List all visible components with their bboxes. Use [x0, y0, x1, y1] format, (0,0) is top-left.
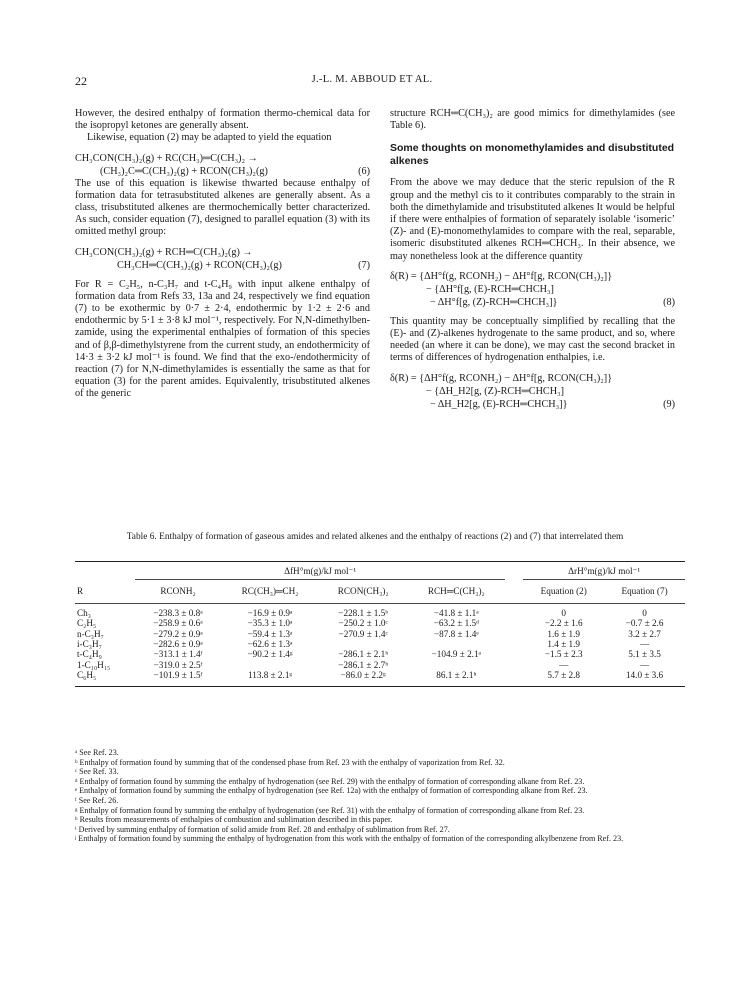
table-cell: −2.2 ± 1.6	[544, 618, 583, 629]
table-cell: 3.2 ± 2.7	[628, 628, 661, 639]
table-row	[75, 618, 685, 628]
table-cell: −41.8 ± 1.1ᵃ	[433, 607, 479, 618]
row-label: C₆H₅	[77, 670, 97, 681]
equation-line: δ(R) = {ΔH°f(g, RCONH₂) − ΔH°f[g, RCON(CH₃)₂]}	[390, 372, 613, 384]
table-cell: —	[639, 659, 650, 670]
table-header-spacer	[75, 562, 135, 580]
table-cell: 5.7 ± 2.8	[547, 670, 581, 681]
table-cell: −63.2 ± 1.5ᵈ	[433, 618, 479, 629]
table-row	[75, 639, 685, 649]
left-column	[75, 108, 370, 401]
equation-line: CH₃CON(CH₃)₂(g) + RC(CH₃)═C(CH₃)₂ →	[75, 152, 258, 164]
column-header: Equation (7)	[621, 586, 668, 597]
equation-8	[390, 270, 675, 309]
equation-number: (6)	[358, 165, 370, 177]
table-spacer	[505, 670, 523, 686]
column-header: RC(CH₃)═CH₂	[241, 586, 299, 597]
footnote: ᵇ Enthalpy of formation found by summing that of the condensed phase from Ref. 23 with the enthalpy of vaporization from Ref. 32.	[75, 757, 505, 767]
table-row	[75, 649, 685, 659]
footnote: ᵍ Enthalpy of formation found by summing the enthalpy of hydrogenation (see Ref. 31) with the enthalpy of formation of corresponding alkane from Ref. 23.	[75, 805, 585, 815]
column-header: Equation (2)	[540, 586, 587, 597]
table-cell: −1.5 ± 2.3	[544, 649, 583, 660]
table-cell: −286.1 ± 2.7ʰ	[338, 659, 389, 670]
table-cell: −313.1 ± 1.4ᶠ	[153, 649, 203, 660]
column-header: RCH═C(CH₃)₂	[427, 586, 485, 597]
row-label: n-C₃H₇	[77, 628, 104, 639]
equation-line: − {ΔH_H2[g, (Z)-RCH═CHCH₃]	[426, 385, 565, 397]
table-row	[75, 629, 685, 639]
table-header-spacer	[505, 562, 523, 580]
table-cell: 0	[561, 607, 567, 618]
page-number: 22	[75, 74, 87, 88]
table-cell: —	[639, 639, 650, 650]
table-cell: −238.3 ± 0.8ᵃ	[153, 607, 203, 618]
paragraph: Likewise, equation (2) may be adapted to yield the equation	[87, 132, 332, 144]
table-footnotes	[75, 748, 675, 844]
table-caption: Table 6. Enthalpy of formation of gaseous amides and related alkenes and the enthalpy of reactions (2) and (7) that interrelated them	[126, 532, 624, 542]
equation-number: (7)	[358, 259, 370, 271]
table-cell: 1.4 ± 1.9	[547, 639, 581, 650]
table-spacer	[505, 660, 523, 670]
table-cell: −86.0 ± 2.2ᵍ	[340, 670, 386, 681]
column-header: RCON(CH₃)₂	[337, 586, 389, 597]
column-header: R	[77, 586, 84, 597]
equation-6	[75, 152, 370, 178]
equation-line: CH₃CH═C(CH₃)₂(g) + RCON(CH₃)₂(g)	[117, 259, 282, 271]
table-header-row	[75, 580, 685, 603]
footnote: ʰ Results from measurements of enthalpies of combustion and sublimation described in this paper.	[75, 815, 393, 825]
footnote: ᶠ See Ref. 26.	[75, 795, 119, 805]
equation-number: (9)	[663, 398, 675, 410]
equation-line: − ΔH_H2[g, (E)-RCH═CHCH₃]}	[430, 398, 568, 410]
table-cell	[319, 639, 407, 649]
equation-line: δ(R) = {ΔH°f(g, RCONH₂) − ΔH°f[g, RCON(CH₃)₂]}	[390, 270, 613, 282]
footnote: ᵉ Enthalpy of formation found by summing the enthalpy of hydrogenation (see Ref. 12a) with the enthalpy of formation of corresponding alkane from Ref. 23.	[75, 786, 588, 796]
table-cell: −90.2 ± 1.4ᵍ	[247, 649, 293, 660]
table-cell: −0.7 ± 2.6	[625, 618, 664, 629]
equation-number: (8)	[663, 296, 675, 308]
table-cell	[221, 660, 319, 670]
table-cell: −35.3 ± 1.0ᵃ	[247, 618, 293, 629]
paragraph: From the above we may deduce that the steric repulsion of the R group and the methyl cis to it contributes comparably to the strain in both the dimethylamide and trisubstituted alkenes It would be helpful if there were enthalpies of formation of separately isolable ‘isomeric’ (Z)- and (E)-monomethylamides to compare with the real, separable, isomeric disubstituted alkenes RCH═CHCH₃. In their absence, we may nonetheless look at the difference quantity	[390, 177, 675, 262]
footnote: ʲ Enthalpy of formation found by summing the enthalpy of hydrogenation from this work with the enthalpy of formation of the corresponding alkylbenzene from Ref. 23.	[75, 834, 624, 844]
equation-line: CH₃CON(CH₃)₂(g) + RCH═C(CH₃)₂(g) →	[75, 246, 253, 258]
table-cell: 0	[642, 607, 647, 618]
equation-line: (CH₃)₂C═C(CH₃)₂(g) + RCON(CH₃)₂(g)	[100, 165, 268, 177]
data-table	[75, 561, 685, 687]
table-spacer	[505, 603, 523, 618]
table-row	[75, 670, 685, 686]
section-title: Some thoughts on monomethylamides and disubstituted alkenes	[390, 142, 675, 167]
table-header-spacer	[505, 580, 523, 603]
footnote: ᵈ Enthalpy of formation found by summing the enthalpy of hydrogenation (see Ref. 29) with the enthalpy of formation of corresponding alkane from Ref. 23.	[75, 776, 585, 786]
table-cell: 86.1 ± 2.1ʰ	[436, 670, 477, 681]
paragraph: structure RCH═C(CH₃)₂ are good mimics for dimethylamides (see Table 6).	[390, 108, 675, 132]
paragraph: This quantity may be conceptually simplified by recalling that the (E)- and (Z)-alkenes hydrogenate to the same product, and so, where needed (an where it can be done), we may cast the second bracket in terms of differences of hydrogenation enthalpies, i.e.	[390, 315, 675, 364]
table-cell: −101.9 ± 1.5ᶠ	[153, 670, 203, 681]
running-head: J.-L. M. ABBOUD ET AL.	[311, 74, 433, 85]
table-spacer	[505, 649, 523, 659]
row-label: C₂H₅	[77, 618, 97, 629]
footnote: ᵃ See Ref. 23.	[75, 748, 119, 757]
table-cell: 14.0 ± 3.6	[625, 670, 664, 681]
footnote: ⁱ Derived by summing enthalpy of formation of solid amide from Ref. 28 and enthalpy of sublimation from Ref. 27.	[75, 824, 450, 834]
equation-9	[390, 372, 675, 411]
table-cell	[407, 660, 505, 670]
table-cell: −258.9 ± 0.6ᵃ	[153, 618, 203, 629]
table-cell: −62.6 ± 1.3ᵃ	[247, 639, 293, 650]
table-cell: −250.2 ± 1.0ᶜ	[338, 618, 388, 629]
table-cell: −59.4 ± 1.3ᵃ	[247, 628, 293, 639]
row-label: t-C₄H₉	[77, 649, 102, 660]
table-cell: −104.9 ± 2.1ᵃ	[431, 649, 482, 660]
table-cell: —	[559, 659, 569, 670]
equation-7	[75, 246, 370, 272]
table-cell: −286.1 ± 2.1ʰ	[338, 649, 389, 660]
table-spacer	[505, 639, 523, 649]
row-label: Ch₃	[77, 607, 91, 618]
table-cell: −228.1 ± 1.5ᵇ	[338, 607, 389, 618]
column-group-formation: ΔfH°m(g)/kJ mol⁻¹	[135, 562, 505, 580]
table-cell: 113.8 ± 2.1ᵍ	[247, 670, 293, 681]
right-column	[390, 108, 675, 411]
paragraph: For R = C₂H₅, n-C₃H₇ and t-C₄H₉ with input alkene enthalpy of formation data from Refs 33, 13a and 24, respectively we find equation (7) to be exothermic by 0·7 ± 2·4, endothermic by 1·2 ± 2·6 and endothermic by 5·1 ± 3·8 kJ mol⁻¹, respectively. For N,N-dimethylben-zamide, using the experimental enthalpies of formation of this species and of β,β-dimethylstyrene from the current study, an endothermicity of 14·3 ± 3·2 kJ mol⁻¹ is found. We find that the exo-/endothermicity of reaction (7) for N,N-dimethylamides is essentially the same as that for equation (3) for the parent amides. Equivalently, trisubstituted alkenes of the generic	[75, 278, 370, 400]
table-spacer	[505, 629, 523, 639]
table-cell: −319.0 ± 2.5ᶠ	[153, 659, 203, 670]
table-cell: 1.6 ± 1.9	[547, 628, 581, 639]
table-row	[75, 603, 685, 618]
table-cell: 5.1 ± 3.5	[628, 649, 661, 660]
table-row	[75, 660, 685, 670]
footnote: ᶜ See Ref. 33.	[75, 767, 119, 777]
paragraph: However, the desired enthalpy of formation thermo-chemical data for the isopropyl ketones are generally absent.	[75, 108, 370, 132]
table-spacer	[505, 618, 523, 628]
table-cell: −270.9 ± 1.4ᶜ	[338, 628, 388, 639]
equation-line: − ΔH°f[g, (Z)-RCH═CHCH₃]}	[430, 296, 558, 308]
paragraph: The use of this equation is likewise thwarted because enthalpy of formation data for tetrasubstituted alkenes are generally absent. As a class, trisubstituted alkenes are thermochemically better characterized. As such, consider equation (7), designed to parallel equation (3) with its omitted methyl group:	[75, 177, 370, 238]
row-label: i-C₃H₇	[77, 639, 102, 650]
column-group-reaction: ΔrH°m(g)/kJ mol⁻¹	[523, 562, 685, 580]
column-header: RCONH₂	[160, 586, 196, 597]
table-cell: −282.6 ± 0.9ᵃ	[153, 639, 203, 650]
table-cell	[407, 639, 505, 649]
equation-line: − {ΔH°f[g, (E)-RCH═CHCH₃]	[426, 283, 554, 295]
table-cell: −87.8 ± 1.4ᵉ	[433, 628, 479, 639]
table-cell: −16.9 ± 0.9ᵃ	[247, 607, 293, 618]
row-label: 1-C₁₀H₁₅	[77, 659, 111, 670]
table-cell: −279.2 ± 0.9ᵃ	[153, 628, 203, 639]
